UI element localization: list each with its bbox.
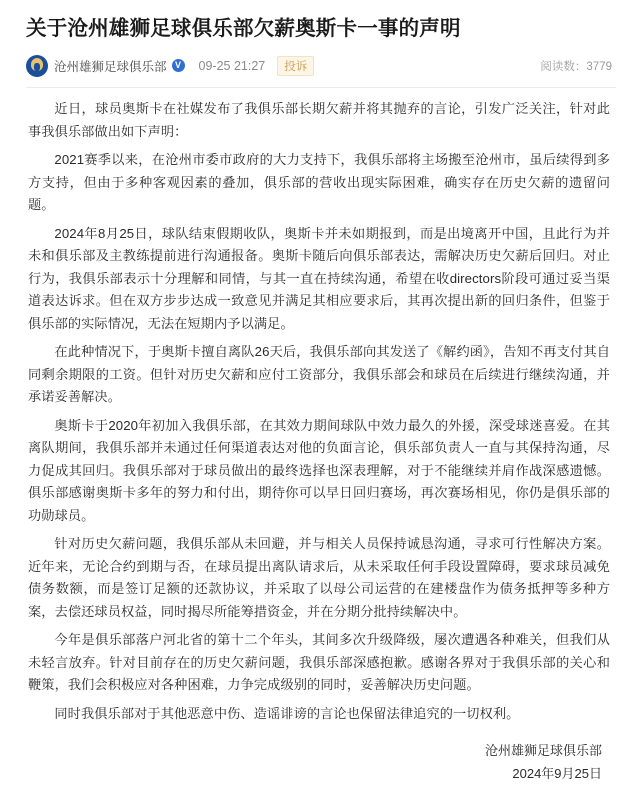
article-body — [22, 98, 618, 725]
category-tag[interactable]: 投诉 — [277, 56, 314, 76]
paragraph: 奥斯卡于2020年初加入我俱乐部，在其效力期间球队中效力最久的外援，深受球迷喜爱。在其离队期间，我俱乐部并未通过任何渠道表达对他的负面言论，俱乐部负责人一直与其保持沟通，尽力促成其回归。我俱乐部对于球员做出的最终选择也深表理解，对于不能继续并肩作战深感遗憾。俱乐部感谢奥斯卡多年的努力和付出，期待你可以早日回归赛场，再次赛场相见，你仍是俱乐部的功勋球员。 — [28, 417, 610, 523]
source-name[interactable]: 沧州雄狮足球俱乐部 — [54, 59, 167, 74]
read-count: 阅读数：3779 — [540, 60, 612, 73]
paragraph: 2021赛季以来，在沧州市委市政府的大力支持下，我俱乐部将主场搬至沧州市，虽后续得到多方支持，但由于多种客观因素的叠加，俱乐部的营收出现实际困难，确实存在历史欠薪的遗留问题。 — [28, 152, 610, 212]
article-meta-row — [26, 50, 616, 88]
signature-name: 沧州雄狮足球俱乐部 — [484, 743, 602, 758]
paragraph: 近日，球员奥斯卡在社媒发布了我俱乐部长期欠薪并将其抛弃的言论，引发广泛关注，针对此事我俱乐部做出如下声明： — [28, 101, 610, 139]
signature-date: 2024年9月25日 — [512, 766, 602, 781]
paragraph: 针对历史欠薪问题，我俱乐部从未回避，并与相关人员保持诚恳沟通，寻求可行性解决方案。近年来，无论合约到期与否，在球员提出离队请求后，从未采取任何手段设置障碍，要求球员减免债务数额，而是签订足额的还款协议，并采取了以母公司运营的在建楼盘作为债务抵押等多种方案，去偿还球员权益，同时揭尽所能筹措资金，并在分期分批持续解决中。 — [28, 536, 610, 619]
club-crest-icon — [26, 55, 48, 77]
signature-block — [22, 739, 618, 785]
paragraph: 2024年8月25日，球队结束假期收队，奥斯卡并未如期报到，而是出境离开中国，且此行为并未和俱乐部及主教练提前进行沟通报备。奥斯卡随后向俱乐部表达，需解决历史欠薪后回归。对止行为，我俱乐部表示十分理解和同情，与其一直在持续沟通，希望在收directors阶段可通过妥当渠道表达诉求。但在双方步步达成一致意见并满足其相应要求后，其再次提出新的回归条件，但鉴于俱乐部的实际情况，无法在短期内予以满足。 — [28, 225, 610, 331]
paragraph: 今年是俱乐部落户河北省的第十二个年头，其间多次升级降级，屡次遭遇各种难关，但我们从未轻言放弃。针对目前存在的历史欠薪问题，我俱乐部深感抱歉。感谢各界对于我俱乐部的关心和鞭策，我们会积极应对各种困难，力争完成级别的同时，妥善解决历史问题。 — [28, 632, 610, 692]
page-title: 关于沧州雄狮足球俱乐部欠薪奥斯卡一事的声明 — [26, 17, 461, 40]
paragraph: 在此种情况下，于奥斯卡擅自离队26天后，我俱乐部向其发送了《解约函》，告知不再支付其自同剩余期限的工资。但针对历史欠薪和应付工资部分，我俱乐部会和球员在后续进行继续沟通，并承诺妥善解决。 — [28, 344, 610, 404]
paragraph: 同时我俱乐部对于其他恶意中伤、造谣诽谤的言论也保留法律追究的一切权利。 — [54, 705, 520, 721]
timestamp: 09-25 21:27 — [198, 58, 266, 73]
verified-badge-icon: V — [172, 59, 185, 72]
